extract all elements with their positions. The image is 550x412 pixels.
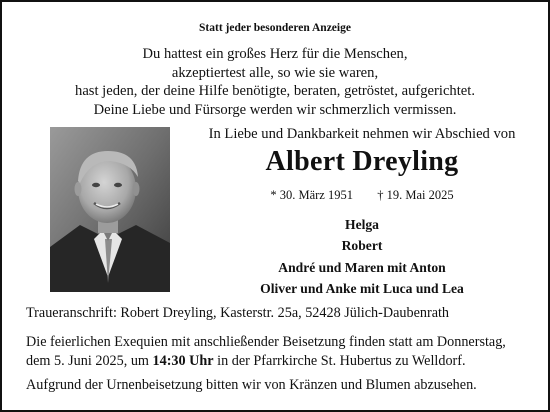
family-member: Helga [345,217,379,232]
funeral-details-line [26,352,534,371]
family-member: Oliver und Anke mit Luca und Lea [260,280,464,296]
birth-date: * 30. März 1951 [270,188,353,202]
death-date: † 19. Mai 2025 [377,188,454,202]
family-member: André und Maren mit Anton [278,259,446,275]
mourning-address: Traueranschrift: Robert Dreyling, Kasterstr. 25a, 52428 Jülich-Daubenrath [26,305,450,321]
poem-line: akzeptiertest alle, so wie sie waren, [171,64,379,81]
farewell-line: In Liebe und Dankbarkeit nehmen wir Abschied von [208,126,516,142]
poem [2,45,548,119]
funeral-time: 14:30 Uhr [152,353,214,369]
life-dates [182,188,542,203]
deceased-name: Albert Dreyling [265,146,459,177]
funeral-place-text: in der Pfarrkirche St. Hubertus zu Welldorf. [213,353,466,369]
portrait-photo [50,127,170,292]
urn-burial-note: Aufgrund der Urnenbeisetzung bitten wir von Kränzen und Blumen abzusehen. [26,377,477,393]
poem-line: hast jeden, der deine Hilfe benötigte, beraten, getröstet, aufgerichtet. [75,83,475,99]
funeral-date-text: dem 5. Juni 2025, um [26,353,153,369]
poem-line: Deine Liebe und Fürsorge werden wir schmerzlich vermissen. [93,101,457,118]
funeral-details [26,333,534,371]
funeral-details-line: Die feierlichen Exequien mit anschließender Beisetzung finden statt am Donnerstag, [26,334,506,350]
family-member: Robert [341,238,383,254]
family-list [182,214,542,299]
notice-header: Statt jeder besonderen Anzeige [199,22,351,34]
poem-line: Du hattest ein großes Herz für die Menschen, [142,46,408,62]
